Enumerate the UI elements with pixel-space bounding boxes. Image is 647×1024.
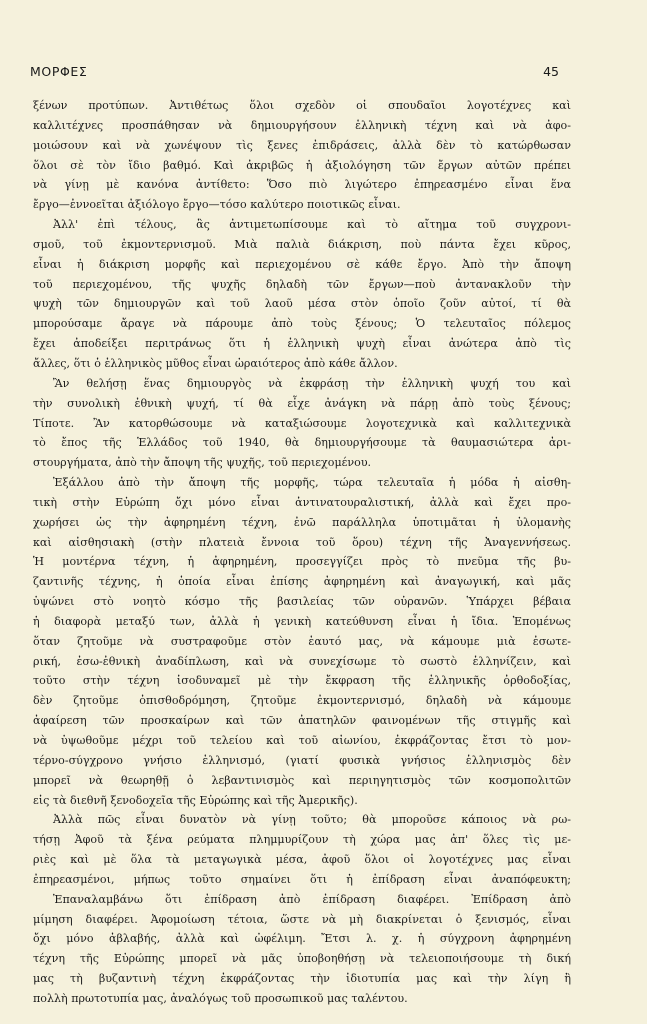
- text-line: τοῦτο στὴν τέχνη ἰσοδυναμεῖ μὲ τὴν ἔκφραση τῆς ἑλληνικῆς ὀρθοδοξίας,: [33, 674, 571, 688]
- text-line: ὄχι μόνο ἀβλαβής, ἀλλὰ καὶ ὠφέλιμη. Ἔτσι λ. χ. ἡ σύγχρονη ἀφηρημένη: [33, 932, 571, 946]
- text-line: Ἀλλὰ πῶς εἶναι δυνατὸν νὰ γίνῃ τοῦτο; θὰ μποροῦσε κάποιος νὰ ρω-: [53, 813, 571, 827]
- text-line: τέρνο-σύγχρονο γνήσιο ἑλληνισμό, (γιατί φυσικὰ γνήσιος ἑλληνισμὸς δὲν: [33, 753, 571, 767]
- text-line: ρική, ἐσω-ἐθνικὴ ἀναδίπλωση, καὶ νὰ συνεχίσωμε τὸ σωστὸ ἑλληνίζειν, καὶ: [33, 654, 571, 668]
- text-line: Ἀλλ' ἐπὶ τέλους, ἂς ἀντιμετωπίσουμε καὶ τὸ αἴτημα τοῦ συγχρονι-: [53, 218, 571, 232]
- text-line: ἔργο—ἐννοεῖται ἀξιόλογο ἔργο—τόσο καλύτερο ποιοτικῶς εἶναι.: [33, 198, 401, 212]
- text-line: τὴν συνολικὴ ἐθνικὴ ψυχή, τί θὰ εἶχε ἀνάγκη νὰ πάρῃ ἀπὸ τοὺς ξένους;: [33, 396, 571, 410]
- text-line: δὲν ζητοῦμε ὀπισθοδρόμηση, ζητοῦμε ἐκμοντερνισμό, δηλαδὴ νὰ κάμουμε: [33, 694, 571, 708]
- text-line: ριὲς καὶ μὲ ὅλα τὰ μεταγωγικὰ μέσα, ἀφοῦ ὅλοι οἱ λογοτέχνες μας εἶναι: [33, 853, 571, 867]
- text-line: νὰ γίνῃ μὲ κανόνα ἀντίθετο: Ὅσο πιὸ λιγώτερο ἐπηρεασμένο εἶναι ἕνα: [33, 178, 571, 192]
- text-line: Ἐξάλλου ἀπὸ τὴν ἄποψη τῆς μορφῆς, τώρα τελευταῖα ἡ μόδα ἡ αἰσθη-: [53, 476, 571, 490]
- text-line: μοιώσουν καὶ νὰ χωνέψουν τὶς ξενες ἐπιδράσεις, ἀλλὰ δὲν τὸ κατώρθωσαν: [33, 138, 571, 152]
- page-header: [30, 63, 559, 79]
- text-line: σμοῦ, τοῦ ἐκμοντερνισμοῦ. Μιὰ παλιὰ διάκριση, ποὺ πάντα ἔχει κῦρος,: [33, 237, 571, 251]
- text-line: ὑψώνει στὸ νοητὸ κόσμο τῆς βασιλείας τῶν οὐρανῶν. Ὑπάρχει βέβαια: [33, 595, 571, 609]
- text-line: ὅλοι σὲ τὸν ἴδιο βαθμό. Καὶ ἀκριβῶς ἡ ἀξιολόγηση τῶν ἔργων αὐτῶν πρέπει: [33, 158, 571, 172]
- text-line: Ἐπαναλαμβάνω ὅτι ἐπίδραση ἀπὸ ἐπίδραση διαφέρει. Ἐπίδραση ἀπὸ: [53, 892, 571, 906]
- text-line: ἔχει ἀποδείξει περιτράνως ὅτι ἡ ἑλληνικὴ ψυχὴ εἶναι ἀνώτερα ἀπὸ τὶς: [33, 337, 571, 351]
- text-line: εἶναι ἡ διάκριση μορφῆς καὶ περιεχομένου σὲ κάθε ἔργο. Ἀπὸ τὴν ἄποψη: [33, 257, 571, 271]
- text-line: τὸ ἔπος τῆς Ἑλλάδος τοῦ 1940, θὰ δημιουργήσουμε τὰ θαυμασιώτερα ἀρι-: [33, 436, 571, 450]
- text-line: ὅταν ζητοῦμε νὰ συστραφοῦμε στὸν ἑαυτό μας, νὰ κάμουμε μιὰ ἐσωτε-: [33, 634, 571, 648]
- text-line: μίμηση διαφέρει. Ἀφομοίωση τέτοια, ὥστε νὰ μὴ διακρίνεται ὁ ξενισμός, εἶναι: [33, 912, 571, 926]
- text-line: καλλιτέχνες προσπάθησαν νὰ δημιουργήσουν ἑλληνικὴ τέχνη καὶ νὰ ἀφο-: [33, 118, 571, 132]
- text-line: τικὴ στὴν Εὐρώπη ὄχι μόνο εἶναι ἀντινατουραλιστική, ἀλλὰ καὶ ἔχει προ-: [33, 495, 571, 509]
- running-title: ΜΟΡΦΕΣ: [30, 63, 88, 79]
- text-line: ἐπηρεασμένοι, μήπως τοῦτο σημαίνει ὅτι ἡ ἐπίδραση εἶναι ἀναπόφευκτη;: [33, 872, 571, 886]
- text-line: ξένων προτύπων. Ἀντιθέτως ὅλοι σχεδὸν οἱ σπουδαῖοι λογοτέχνες καὶ: [33, 99, 571, 112]
- text-line: Τίποτε. Ἂν κατορθώσουμε νὰ καταξιώσουμε λογοτεχνικὰ καὶ καλλιτεχνικὰ: [33, 416, 571, 430]
- text-line: καὶ αἰσθησιακὴ (στὴν πλατειὰ ἔννοια τοῦ ὅρου) τέχνη τῆς Ἀναγεννήσεως.: [33, 535, 571, 549]
- text-line: ἡ διαφορὰ μεταξύ των, ἀλλὰ ἡ γενικὴ κατεύθυνση εἶναι ἡ ἴδια. Ἑπομένως: [33, 614, 571, 628]
- text-line: τέχνη τῆς Εὐρώπης μπορεῖ νὰ μᾶς ὑποβοηθήσῃ νὰ τελειοποιήσουμε τὴ δική: [33, 952, 571, 966]
- text-line: ψυχὴ τῶν δημιουργῶν καὶ τοῦ λαοῦ μέσα στὸν ὁποῖο ζοῦν αὐτοί, τί θὰ: [33, 297, 571, 311]
- text-line: τοῦ περιεχομένου, τῆς ψυχῆς δηλαδὴ τῶν ἔργων—ποὺ ἀντανακλοῦν τὴν: [33, 277, 571, 291]
- text-line: ἄλλες, ὅτι ὁ ἑλληνικὸς μῦθος εἶναι ὡραιότερος ἀπὸ κάθε ἄλλον.: [33, 356, 398, 370]
- text-line: ζαντινῆς τέχνης, ἡ ὁποία εἶναι ἐπίσης ἀφηρημένη καὶ ἀναγωγική, καὶ μᾶς: [33, 575, 571, 589]
- page-number: 45: [543, 63, 559, 79]
- text-line: χωρήσει ὡς τὴν ἀφηρημένη τέχνη, ἐνῶ παράλληλα ὑποτιμᾶται ἡ ὑλομανὴς: [33, 515, 571, 529]
- text-line: νὰ ὑψωθοῦμε μέχρι τοῦ τελείου καὶ τοῦ αἰωνίου, ἐκφράζοντας ἔτσι τὸ μον-: [33, 734, 571, 747]
- text-line: πολλὴ πρωτοτυπία μας, ἀναλόγως τοῦ προσωπικοῦ μας ταλέντου.: [33, 991, 408, 1005]
- text-line: μας τὴ βυζαντινὴ τέχνη ἐκφράζοντας τὴν ἰδιοτυπία μας καὶ τὴν λίγη ἢ: [33, 972, 571, 986]
- text-line: στουργήματα, ἀπὸ τὴν ἄποψη τῆς ψυχῆς, τοῦ περιεχομένου.: [33, 456, 372, 470]
- text-line: Ἂν θελήσῃ ἕνας δημιουργὸς νὰ ἐκφράσῃ τὴν ἑλληνικὴ ψυχή του καὶ: [53, 376, 571, 390]
- text-line: μπορεῖ νὰ θεωρηθῇ ὁ λεβαντινισμὸς καὶ περιηγητισμὸς τῶν κοσμοπολιτῶν: [33, 773, 571, 787]
- text-line: μπορούσαμε ἄραγε νὰ πάρουμε ἀπὸ τοὺς ξένους; Ὁ τελευταῖος πόλεμος: [33, 317, 571, 331]
- text-line: εἰς τὰ διεθνῆ ξενοδοχεῖα τῆς Εὐρώπης καὶ τῆς Ἀμερικῆς).: [33, 793, 358, 807]
- text-line: ἀφαίρεση τῶν προσκαίρων καὶ τῶν ἀπατηλῶν φαινομένων τῆς στιγμῆς καὶ: [33, 714, 571, 728]
- text-line: Ἡ μοντέρνα τέχνη, ἡ ἀφηρημένη, προσεγγίζει πρὸς τὸ πνεῦμα τῆς βυ-: [33, 555, 571, 569]
- text-line: τήσῃ Ἀφοῦ τὰ ξένα ρεύματα πλημμυρίζουν τὴ χώρα μας ἀπ' ὅλες τὶς με-: [33, 833, 571, 847]
- body-text: [33, 96, 571, 1009]
